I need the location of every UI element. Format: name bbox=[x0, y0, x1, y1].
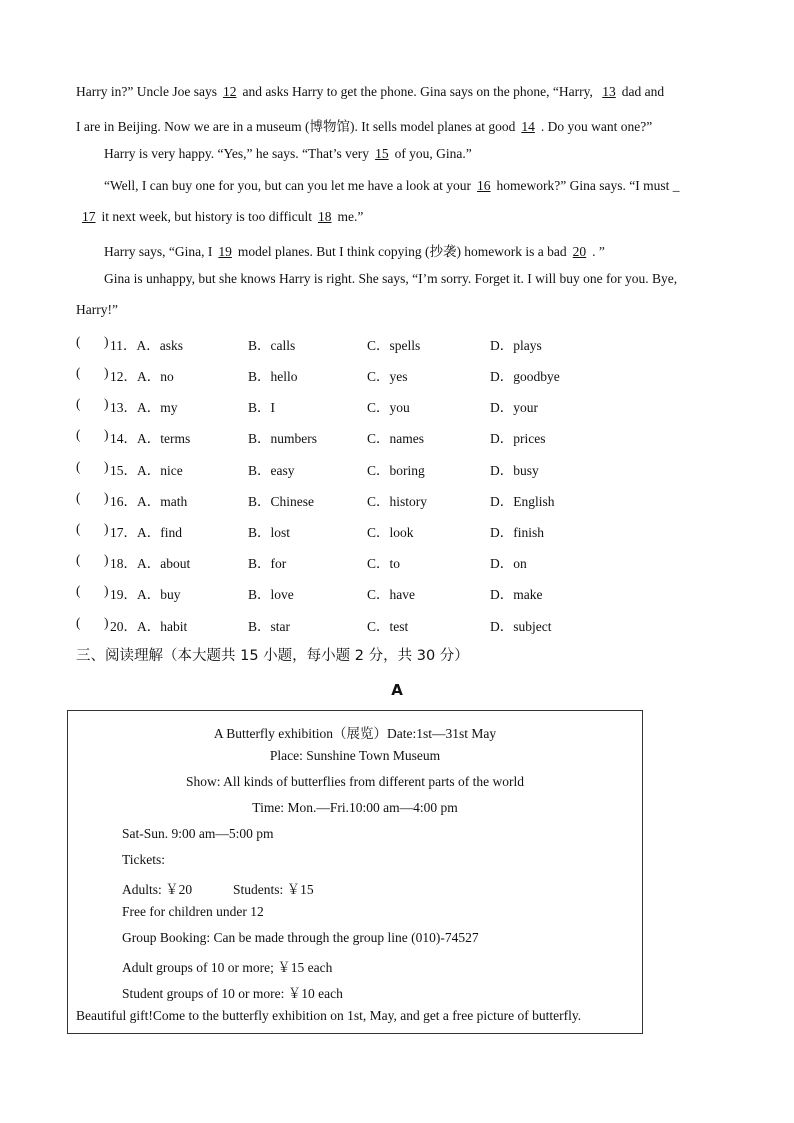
option-c[interactable]: C．spells bbox=[367, 338, 421, 353]
passage-line-2 bbox=[76, 115, 652, 135]
notice-place: Place: Sunshine Town Museum bbox=[269, 748, 441, 763]
passage-line-4 bbox=[104, 178, 680, 194]
answer-paren-close: ) bbox=[104, 490, 109, 505]
notice-time-weekend: Sat-Sun. 9:00 am—5:00 pm bbox=[122, 826, 274, 841]
option-b[interactable]: B．for bbox=[248, 556, 287, 571]
text: I are in Beijing. Now we are in a museum (博物馆). It sells model planes at good bbox=[76, 119, 516, 134]
question-14 bbox=[76, 427, 726, 447]
notice-student-group: Student groups of 10 or more: ￥10 each bbox=[122, 986, 343, 1001]
question-11 bbox=[76, 334, 726, 354]
section-title: 三、阅读理解（本大题共 15 小题，每小题 2 分，共 30 分） bbox=[76, 648, 469, 664]
answer-paren-open[interactable]: ( bbox=[76, 427, 81, 442]
passage-line-6 bbox=[104, 240, 605, 260]
option-d[interactable]: D．prices bbox=[490, 431, 546, 446]
question-17 bbox=[76, 521, 726, 541]
notice-tickets-label: Tickets: bbox=[122, 852, 166, 867]
question-13 bbox=[76, 396, 726, 416]
answer-paren-open[interactable]: ( bbox=[76, 334, 81, 349]
option-b[interactable]: B．calls bbox=[248, 338, 296, 353]
option-a[interactable]: 14．A．terms bbox=[110, 431, 191, 446]
option-d[interactable]: D．plays bbox=[490, 338, 542, 353]
option-b[interactable]: B．easy bbox=[248, 463, 295, 478]
blank-18: 18 bbox=[317, 209, 332, 224]
question-16 bbox=[76, 490, 726, 510]
notice-time-weekday: Time: Mon.—Fri.10:00 am—4:00 pm bbox=[252, 800, 458, 815]
text: me.” bbox=[337, 209, 364, 224]
answer-paren-open[interactable]: ( bbox=[76, 615, 81, 630]
answer-paren-close: ) bbox=[104, 459, 109, 474]
text: Harry in?” Uncle Joe says bbox=[76, 84, 217, 99]
answer-paren-close: ) bbox=[104, 427, 109, 442]
answer-paren-close: ) bbox=[104, 396, 109, 411]
text: and asks Harry to get the phone. Gina says on the phone, “Harry, bbox=[242, 84, 593, 99]
blank-20: 20 bbox=[572, 244, 587, 259]
notice-adult-group: Adult groups of 10 or more; ￥15 each bbox=[122, 960, 333, 975]
notice-student-price: Students: ￥15 bbox=[233, 882, 314, 897]
option-b[interactable]: B．I bbox=[248, 400, 275, 415]
text: “Well, I can buy one for you, but can you let me have a look at your bbox=[104, 178, 472, 193]
question-19 bbox=[76, 583, 726, 603]
answer-paren-close: ) bbox=[104, 583, 109, 598]
option-a[interactable]: 12．A．no bbox=[110, 369, 174, 384]
option-c[interactable]: C．to bbox=[367, 556, 401, 571]
option-d[interactable]: D．English bbox=[490, 494, 555, 509]
text: . ” bbox=[592, 244, 605, 259]
text: model planes. But I think copying (抄袭) homework is a bad bbox=[237, 244, 567, 259]
option-a[interactable]: 17．A．find bbox=[110, 525, 182, 540]
answer-paren-close: ) bbox=[104, 521, 109, 536]
option-c[interactable]: C．yes bbox=[367, 369, 408, 384]
question-12 bbox=[76, 365, 726, 385]
text: of you, Gina.” bbox=[394, 146, 472, 161]
option-a[interactable]: 16．A．math bbox=[110, 494, 188, 509]
option-b[interactable]: B．numbers bbox=[248, 431, 317, 446]
option-a[interactable]: 19．A．buy bbox=[110, 587, 181, 602]
answer-paren-close: ) bbox=[104, 365, 109, 380]
option-d[interactable]: D．goodbye bbox=[490, 369, 560, 384]
question-18 bbox=[76, 552, 726, 572]
blank-12: 12 bbox=[222, 84, 237, 99]
blank-13: 13 bbox=[602, 84, 616, 99]
text: Harry is very happy. “Yes,” he says. “That’s very bbox=[104, 146, 370, 161]
answer-paren-open[interactable]: ( bbox=[76, 396, 81, 411]
option-b[interactable]: B．love bbox=[248, 587, 294, 602]
text: homework?” Gina says. “I must _ bbox=[496, 178, 680, 193]
notice-group-booking: Group Booking: Can be made through the group line (010)-74527 bbox=[122, 930, 479, 945]
answer-paren-open[interactable]: ( bbox=[76, 490, 81, 505]
notice-show: Show: All kinds of butterflies from different parts of the world bbox=[186, 774, 524, 789]
blank-19: 19 bbox=[218, 244, 232, 259]
option-d[interactable]: D．finish bbox=[490, 525, 544, 540]
option-a[interactable]: 15．A．nice bbox=[110, 463, 183, 478]
blank-16: 16 bbox=[477, 178, 491, 193]
passage-line-8: Harry!” bbox=[76, 302, 118, 317]
option-d[interactable]: D．make bbox=[490, 587, 543, 602]
option-c[interactable]: C．names bbox=[367, 431, 424, 446]
answer-paren-open[interactable]: ( bbox=[76, 583, 81, 598]
text: Harry says, “Gina, I bbox=[104, 244, 213, 259]
notice-free-children: Free for children under 12 bbox=[122, 904, 264, 919]
passage-line-5 bbox=[76, 209, 363, 225]
option-a[interactable]: 13．A．my bbox=[110, 400, 178, 415]
option-d[interactable]: D．your bbox=[490, 400, 538, 415]
option-d[interactable]: D．busy bbox=[490, 463, 539, 478]
answer-paren-open[interactable]: ( bbox=[76, 459, 81, 474]
notice-gift: Beautiful gift!Come to the butterfly exhibition on 1st, May, and get a free picture of butterfly. bbox=[76, 1008, 582, 1023]
text: . Do you want one?” bbox=[540, 119, 653, 134]
text: dad and bbox=[621, 84, 665, 99]
option-a[interactable]: 18．A．about bbox=[110, 556, 191, 571]
option-b[interactable]: B．star bbox=[248, 619, 290, 634]
option-c[interactable]: C．have bbox=[367, 587, 415, 602]
option-c[interactable]: C．boring bbox=[367, 463, 425, 478]
answer-paren-close: ) bbox=[104, 615, 109, 630]
option-b[interactable]: B．lost bbox=[248, 525, 291, 540]
answer-paren-open[interactable]: ( bbox=[76, 365, 81, 380]
notice-adult-price: Adults: ￥20 bbox=[122, 882, 193, 897]
passage-letter: A bbox=[391, 681, 403, 699]
answer-paren-close: ) bbox=[104, 552, 109, 567]
option-d[interactable]: D．subject bbox=[490, 619, 552, 634]
option-c[interactable]: C．history bbox=[367, 494, 428, 509]
option-c[interactable]: C．test bbox=[367, 619, 409, 634]
exhibition-notice bbox=[67, 710, 643, 1034]
question-15 bbox=[76, 459, 726, 479]
blank-14: 14 bbox=[521, 119, 535, 134]
answer-paren-close: ) bbox=[104, 334, 109, 349]
answer-paren-open[interactable]: ( bbox=[76, 552, 81, 567]
passage-line-7: Gina is unhappy, but she knows Harry is right. She says, “I’m sorry. Forget it. I will buy one for you. Bye, bbox=[104, 271, 678, 286]
option-d[interactable]: D．on bbox=[490, 556, 527, 571]
blank-15: 15 bbox=[375, 146, 389, 161]
question-20 bbox=[76, 615, 726, 635]
text: it next week, but history is too difficult bbox=[101, 209, 312, 224]
option-c[interactable]: C．look bbox=[367, 525, 414, 540]
answer-paren-open[interactable]: ( bbox=[76, 521, 81, 536]
option-a[interactable]: 20．A．habit bbox=[110, 619, 188, 634]
option-a[interactable]: 11．A．asks bbox=[110, 338, 183, 353]
notice-title: A Butterfly exhibition（展览）Date:1st—31st May bbox=[213, 726, 497, 741]
option-c[interactable]: C．you bbox=[367, 400, 410, 415]
option-b[interactable]: B．hello bbox=[248, 369, 298, 384]
blank-17: 17 bbox=[82, 209, 96, 224]
passage-line-3 bbox=[104, 146, 472, 162]
option-b[interactable]: B．Chinese bbox=[248, 494, 314, 509]
passage-line-1 bbox=[76, 84, 664, 100]
